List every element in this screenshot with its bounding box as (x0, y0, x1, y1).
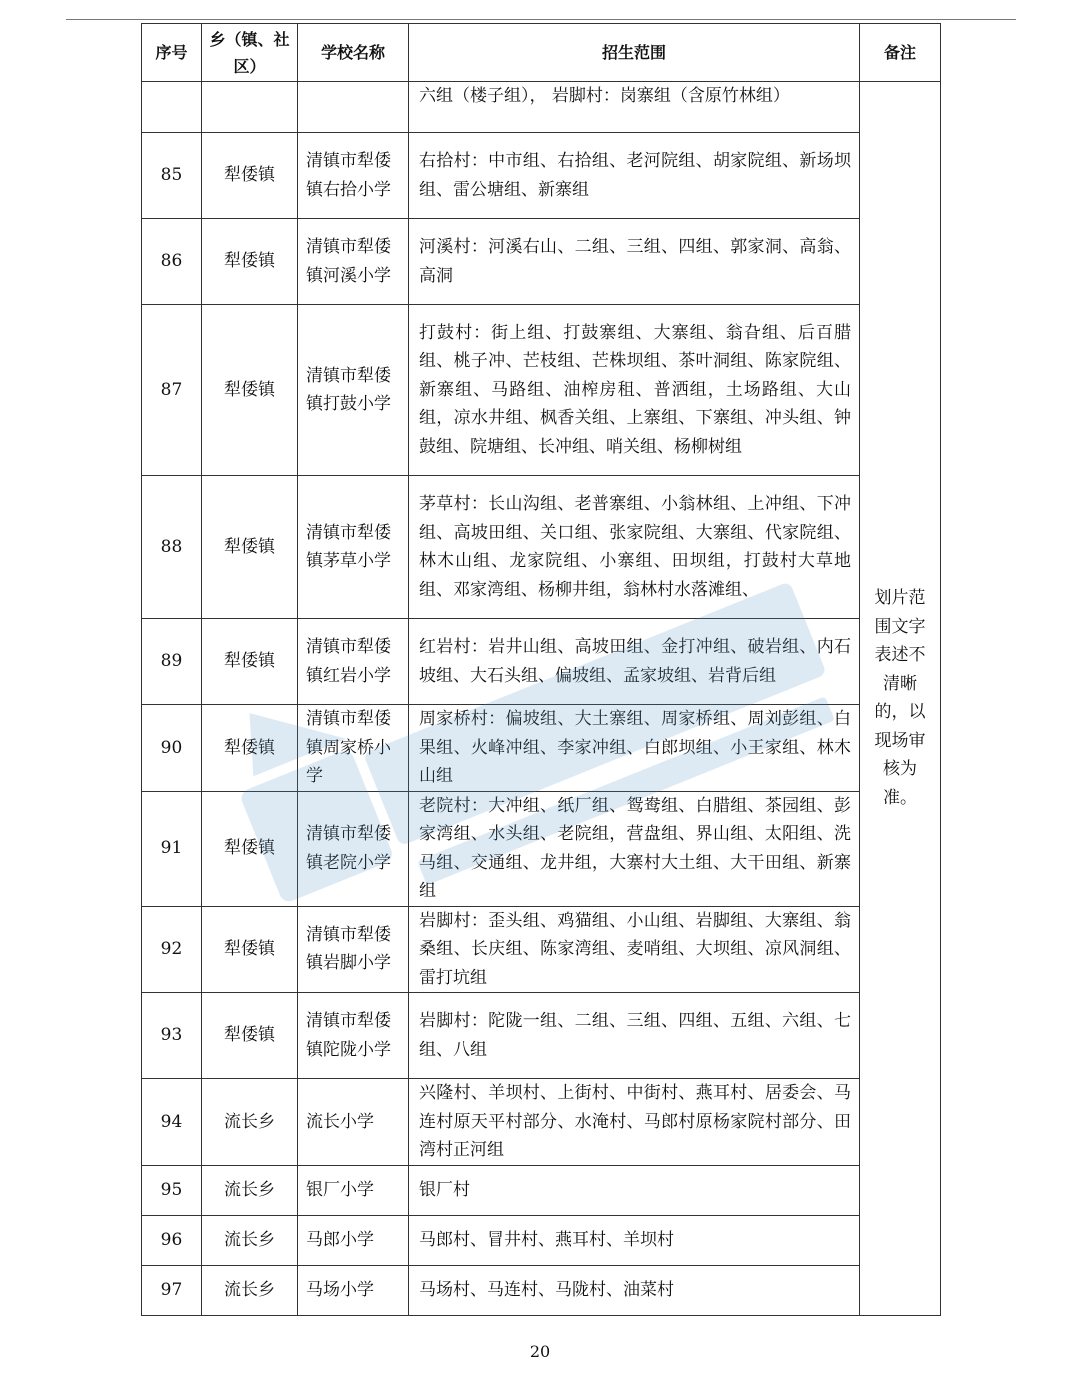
row-no: 85 (142, 133, 202, 219)
row-scope: 六组（楼子组）， 岩脚村：岗寨组（含原竹林组） (409, 82, 860, 133)
row-school: 清镇市犁倭镇岩脚小学 (298, 906, 409, 993)
row-town: 流长乡 (202, 1079, 298, 1166)
table-row (142, 305, 941, 476)
row-school: 清镇市犁倭镇茅草小学 (298, 476, 409, 619)
row-school: 马场小学 (298, 1265, 409, 1315)
row-scope: 兴隆村、羊坝村、上街村、中街村、燕耳村、居委会、马连村原天平村部分、水淹村、马郎村原杨家院村部分、田湾村正河组 (409, 1079, 860, 1166)
row-school: 清镇市犁倭镇右拾小学 (298, 133, 409, 219)
header-town (202, 24, 298, 82)
row-school: 马郎小学 (298, 1215, 409, 1265)
row-no: 96 (142, 1215, 202, 1265)
row-town (202, 82, 298, 133)
header-note: 备注 (860, 24, 941, 82)
page-top-rule (66, 19, 1016, 20)
row-scope: 茅草村：长山沟组、老普寨组、小翁林组、上冲组、下冲组、高坡田组、关口组、张家院组、大寨组、代家院组、林木山组、龙家院组、小寨组、田坝组，打鼓村大草地组、邓家湾组、杨柳井组，翁林村水落滩组、 (409, 476, 860, 619)
table-row (142, 993, 941, 1079)
row-no: 93 (142, 993, 202, 1079)
row-no (142, 82, 202, 133)
row-no: 91 (142, 791, 202, 906)
row-scope: 老院村：大冲组、纸厂组、鸳鸯组、白腊组、茶园组、彭家湾组、水头组、老院组，营盘组、界山组、太阳组、洗马组、交通组、龙井组，大寨村大土组、大干田组、新寨组 (409, 791, 860, 906)
row-no: 92 (142, 906, 202, 993)
row-no: 90 (142, 705, 202, 792)
row-town: 犁倭镇 (202, 305, 298, 476)
row-school: 银厂小学 (298, 1165, 409, 1215)
table-row (142, 791, 941, 906)
row-no: 94 (142, 1079, 202, 1166)
table-row (142, 1215, 941, 1265)
table-row (142, 476, 941, 619)
row-town: 犁倭镇 (202, 619, 298, 705)
row-scope: 银厂村 (409, 1165, 860, 1215)
table-row (142, 705, 941, 792)
header-scope: 招生范围 (409, 24, 860, 82)
row-school: 清镇市犁倭镇陀陇小学 (298, 993, 409, 1079)
header-no: 序号 (142, 24, 202, 82)
header-school: 学校名称 (298, 24, 409, 82)
row-scope: 周家桥村：偏坡组、大土寨组、周家桥组、周刘彭组、白果组、火峰冲组、李家冲组、白郎坝组、小王家组、林木山组 (409, 705, 860, 792)
row-scope: 河溪村：河溪右山、二组、三组、四组、郭家洞、高翁、高洞 (409, 219, 860, 305)
row-town: 犁倭镇 (202, 993, 298, 1079)
row-town: 流长乡 (202, 1265, 298, 1315)
row-school: 清镇市犁倭镇老院小学 (298, 791, 409, 906)
row-no: 95 (142, 1165, 202, 1215)
table-row (142, 619, 941, 705)
row-no: 86 (142, 219, 202, 305)
page-number: 20 (529, 1342, 551, 1361)
row-town: 流长乡 (202, 1165, 298, 1215)
remark-text: 划片范围文字表述不清晰的，以现场审核为准。 (874, 588, 926, 808)
table-header-row (142, 24, 941, 82)
row-no: 89 (142, 619, 202, 705)
row-town: 流长乡 (202, 1215, 298, 1265)
row-scope: 红岩村：岩井山组、高坡田组、金打冲组、破岩组、内石坡组、大石头组、偏坡组、孟家坡组、岩背后组 (409, 619, 860, 705)
row-town: 犁倭镇 (202, 906, 298, 993)
table-row (142, 1265, 941, 1315)
row-town: 犁倭镇 (202, 705, 298, 792)
row-scope: 岩脚村：歪头组、鸡猫组、小山组、岩脚组、大寨组、翁桑组、长庆组、陈家湾组、麦哨组、大坝组、凉风洞组、雷打坑组 (409, 906, 860, 993)
table-row (142, 133, 941, 219)
table-row (142, 906, 941, 993)
row-town: 犁倭镇 (202, 791, 298, 906)
row-school: 清镇市犁倭镇周家桥小学 (298, 705, 409, 792)
row-no: 97 (142, 1265, 202, 1315)
row-scope: 右拾村：中市组、右拾组、老河院组、胡家院组、新场坝组、雷公塘组、新寨组 (409, 133, 860, 219)
row-town: 犁倭镇 (202, 133, 298, 219)
row-scope: 岩脚村：陀陇一组、二组、三组、四组、五组、六组、七组、八组 (409, 993, 860, 1079)
row-no: 87 (142, 305, 202, 476)
row-town: 犁倭镇 (202, 476, 298, 619)
remark-cell (860, 82, 941, 1316)
table-row (142, 219, 941, 305)
row-no: 88 (142, 476, 202, 619)
row-town: 犁倭镇 (202, 219, 298, 305)
row-scope: 马场村、马连村、马陇村、油菜村 (409, 1265, 860, 1315)
row-scope: 马郎村、冒井村、燕耳村、羊坝村 (409, 1215, 860, 1265)
table-row (142, 1165, 941, 1215)
row-scope: 打鼓村：街上组、打鼓寨组、大寨组、翁旮组、后百腊组、桃子冲、芒枝组、芒株坝组、茶叶洞组、陈家院组、新寨组、马路组、油榨房租、普洒组，土场路组、大山组，凉水井组、枫香关组、上寨组、下寨组、冲头组、钟鼓组、院塘组、长冲组、哨关组、杨柳树组 (409, 305, 860, 476)
table-row-continuation (142, 82, 941, 133)
enrollment-table (141, 23, 941, 1316)
row-school: 清镇市犁倭镇红岩小学 (298, 619, 409, 705)
row-school: 清镇市犁倭镇河溪小学 (298, 219, 409, 305)
table-row (142, 1079, 941, 1166)
row-school: 清镇市犁倭镇打鼓小学 (298, 305, 409, 476)
row-school: 流长小学 (298, 1079, 409, 1166)
header-town-label: 乡（镇、社区） (209, 29, 290, 76)
row-school (298, 82, 409, 133)
